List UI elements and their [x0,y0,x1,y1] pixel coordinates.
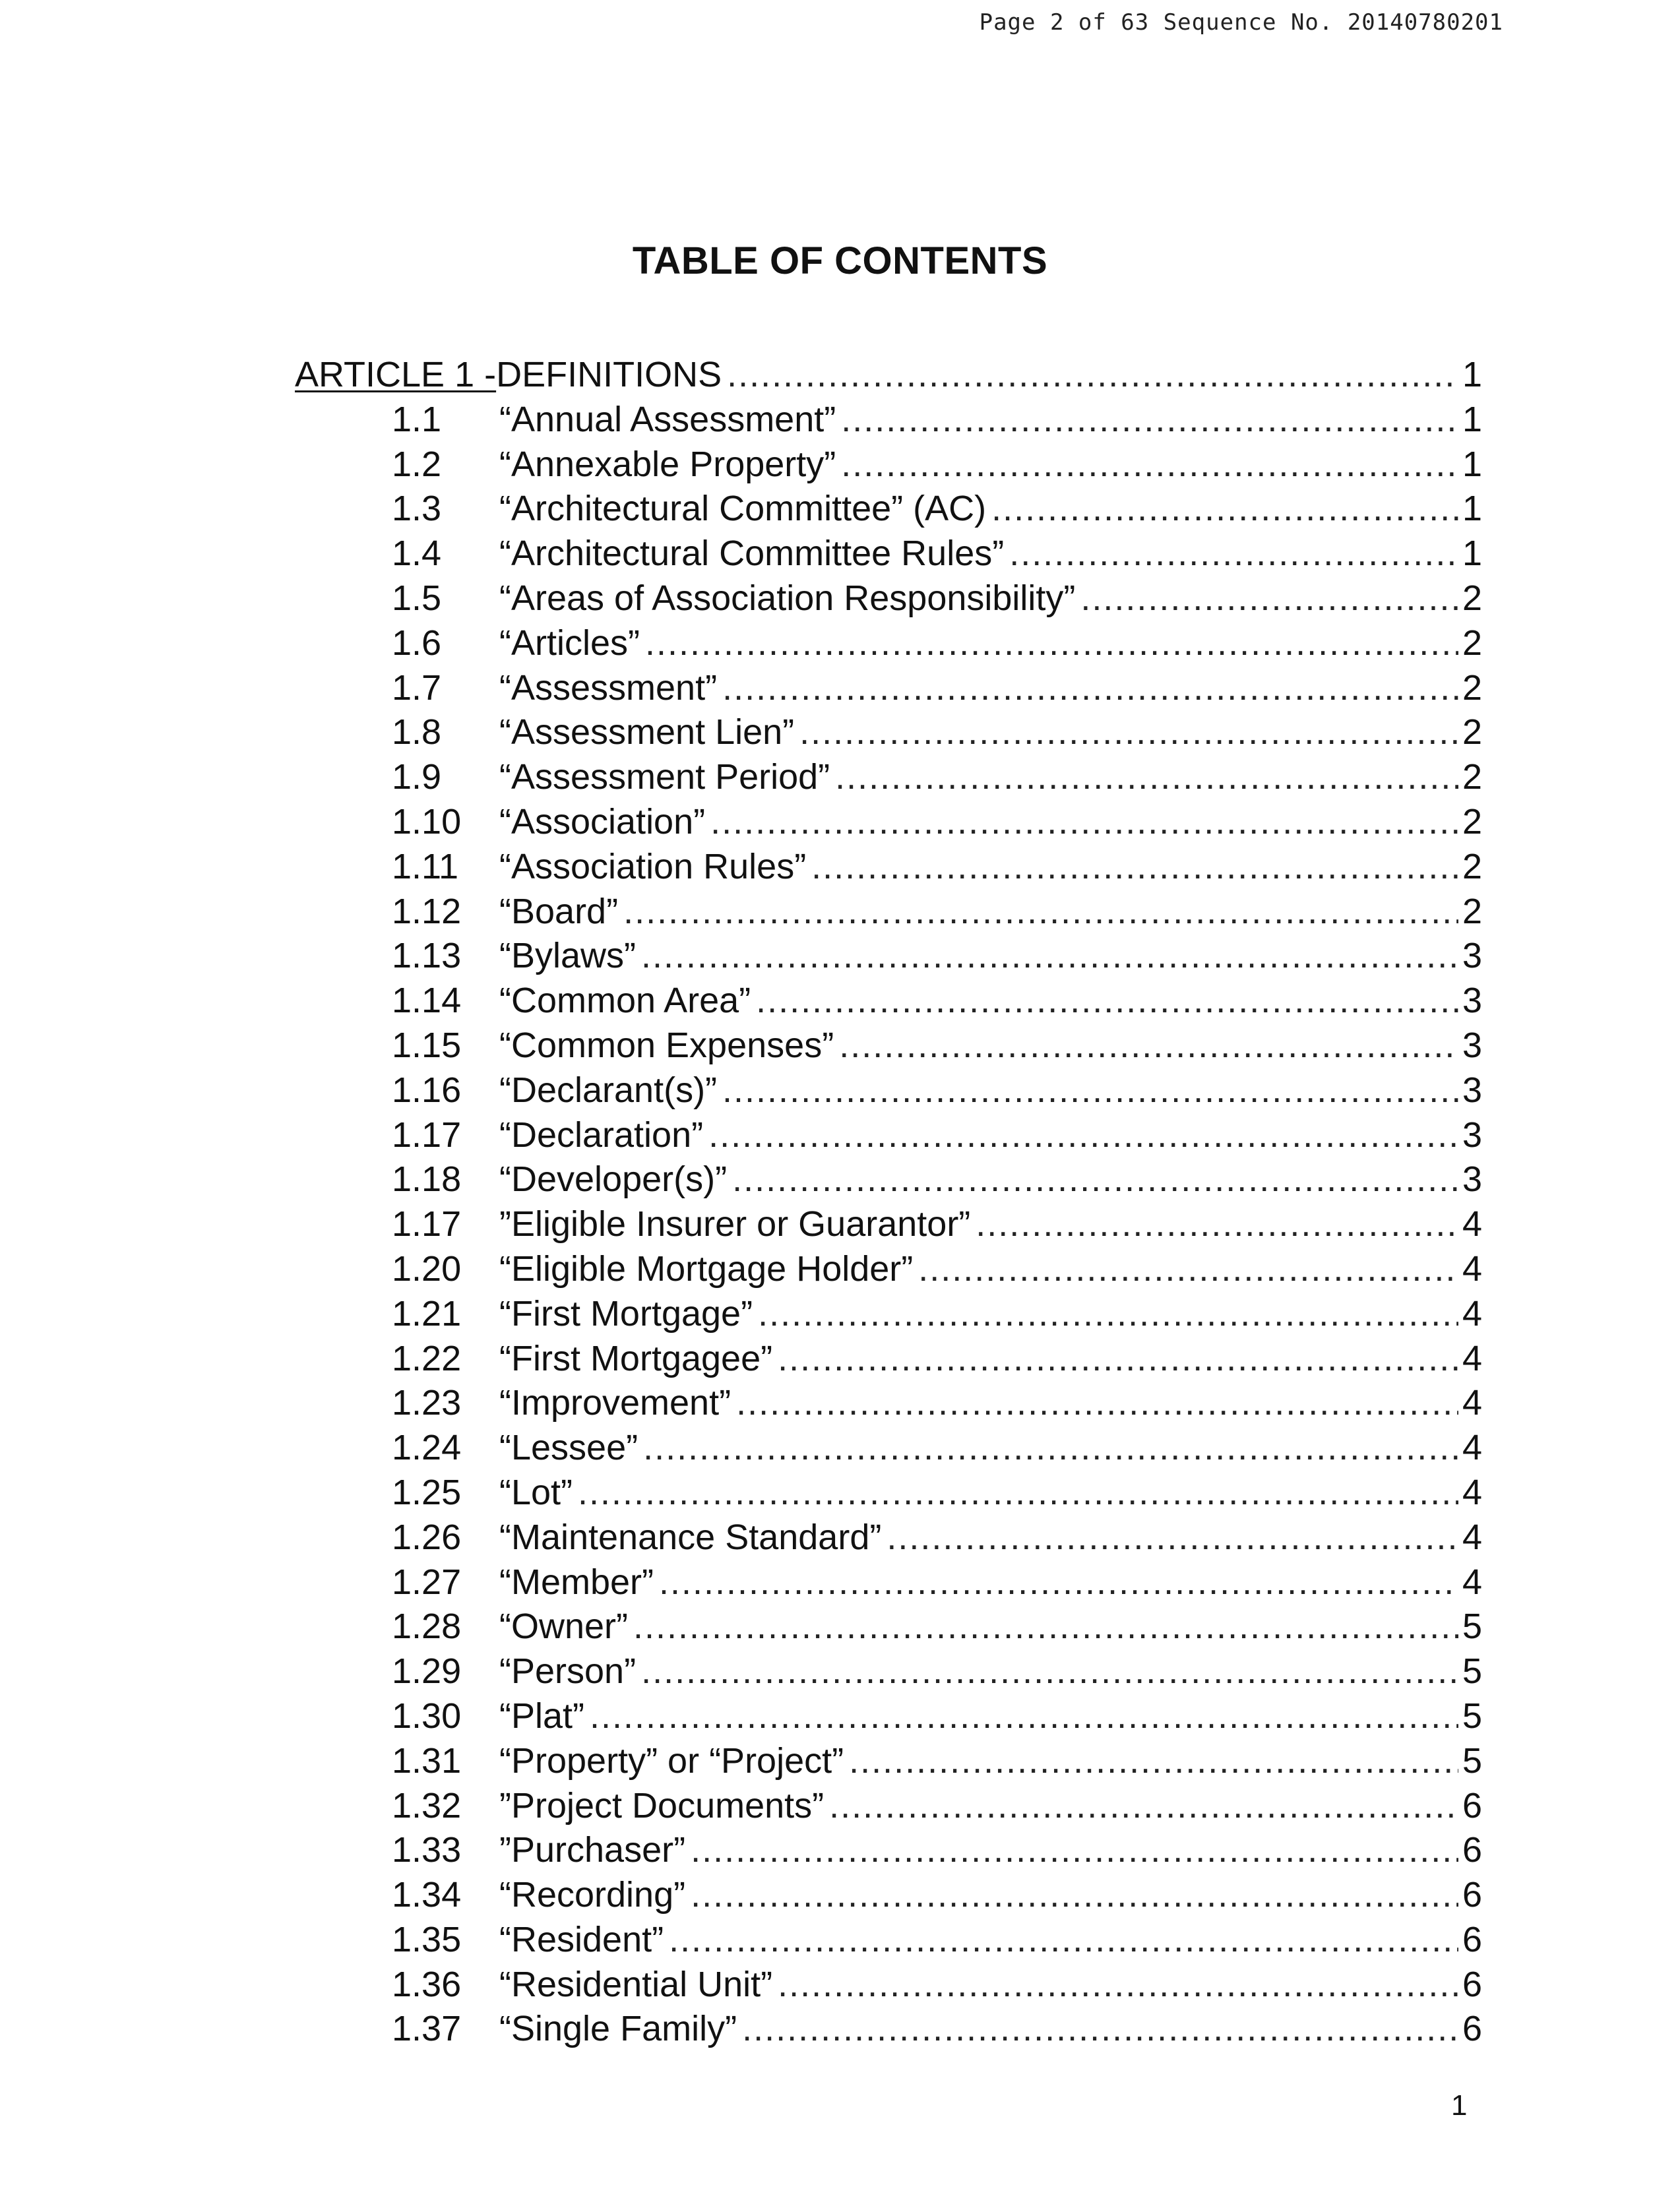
toc-entry-row [295,1247,1482,1292]
toc-entry-row [295,1202,1482,1247]
section-title: “Maintenance Standard” [499,1517,882,1557]
section-title: “Association Rules” [499,846,807,886]
section-number: 1.14 [392,981,462,1021]
section-page-ref: 5 [1462,1607,1482,1647]
section-number: 1.22 [392,1338,462,1378]
dot-leader [849,1739,1458,1784]
dot-leader [778,1963,1458,2008]
dot-leader [659,1560,1458,1605]
toc-entry-row [295,1739,1482,1784]
section-page-ref: 4 [1462,1472,1482,1512]
dot-leader [829,1784,1458,1829]
toc-entry-row [295,710,1482,755]
section-number: 1.21 [392,1293,462,1334]
section-number: 1.17 [392,1115,462,1155]
section-number: 1.24 [392,1428,462,1468]
section-title: “Assessment Lien” [499,712,795,752]
section-number: 1.28 [392,1607,462,1647]
section-number: 1.1 [392,399,442,439]
dot-leader [643,1426,1458,1471]
section-title: “Assessment Period” [499,757,830,797]
toc-entry-row [295,1381,1482,1426]
article-page-ref: 1 [1462,355,1482,394]
toc-article-row [295,353,1482,398]
section-page-ref: 1 [1462,489,1482,529]
section-page-ref: 4 [1462,1383,1482,1423]
toc-entry-row [295,1649,1482,1694]
section-number: 1.25 [392,1472,462,1512]
section-number: 1.36 [392,1964,462,2004]
toc-entry-row [295,1426,1482,1471]
section-page-ref: 4 [1462,1204,1482,1244]
section-title: “Areas of Association Responsibility” [499,578,1076,618]
dot-leader [691,1873,1458,1918]
section-title: “Developer(s)” [499,1159,728,1200]
table-of-contents [295,353,1482,2052]
section-page-ref: 6 [1462,1830,1482,1870]
section-title: “Lot” [499,1472,573,1512]
dot-leader [758,1292,1458,1337]
dot-leader [727,353,1458,398]
dot-leader [778,1337,1458,1382]
dot-leader [623,890,1458,935]
dot-leader [691,1828,1458,1873]
section-title: “Architectural Committee” (AC) [499,489,987,529]
section-page-ref: 2 [1462,623,1482,663]
toc-entry-row [295,398,1482,443]
toc-entry-row [295,800,1482,845]
section-title: “Residential Unit” [499,1964,773,2004]
section-page-ref: 2 [1462,667,1482,708]
toc-entry-row [295,1068,1482,1113]
section-page-ref: 2 [1462,578,1482,618]
dot-leader [756,979,1458,1024]
section-page-ref: 3 [1462,1159,1482,1200]
dot-leader [710,800,1458,845]
dot-leader [722,666,1458,711]
toc-entry-row [295,487,1482,532]
section-title: “Annual Assessment” [499,399,836,439]
section-title: “Owner” [499,1607,629,1647]
section-page-ref: 3 [1462,1070,1482,1110]
dot-leader [708,1113,1458,1158]
toc-entry-row [295,576,1482,621]
section-number: 1.10 [392,801,462,842]
toc-entry-row [295,1873,1482,1918]
section-page-ref: 5 [1462,1696,1482,1736]
toc-entry-row [295,621,1482,666]
section-number: 1.2 [392,444,442,484]
section-page-ref: 6 [1462,1875,1482,1915]
section-title: “Plat” [499,1696,585,1736]
section-page-ref: 5 [1462,1740,1482,1781]
dot-leader [839,1024,1458,1068]
toc-entry-row [295,845,1482,890]
section-number: 1.33 [392,1830,462,1870]
section-number: 1.11 [392,846,459,886]
section-number: 1.29 [392,1651,462,1692]
dot-leader [578,1471,1458,1516]
section-number: 1.31 [392,1740,462,1781]
toc-entry-row [295,1471,1482,1516]
page-title: TABLE OF CONTENTS [632,239,1048,282]
section-number: 1.8 [392,712,442,752]
section-title: “Member” [499,1562,654,1602]
toc-entry-row [295,1337,1482,1382]
section-number: 1.15 [392,1025,462,1065]
article-name: DEFINITIONS [496,355,722,394]
section-title: “Improvement” [499,1383,731,1423]
section-number: 1.26 [392,1517,462,1557]
section-page-ref: 2 [1462,712,1482,752]
section-number: 1.32 [392,1785,462,1825]
section-number: 1.9 [392,757,442,797]
section-page-ref: 6 [1462,1785,1482,1825]
dot-leader [641,934,1458,979]
dot-leader [736,1381,1458,1426]
section-title: “Bylaws” [499,936,637,976]
section-page-ref: 3 [1462,1115,1482,1155]
section-number: 1.20 [392,1248,462,1289]
section-page-ref: 3 [1462,936,1482,976]
section-page-ref: 1 [1462,399,1482,439]
dot-leader [722,1068,1458,1113]
section-page-ref: 3 [1462,1025,1482,1065]
section-number: 1.16 [392,1070,462,1110]
section-page-ref: 4 [1462,1517,1482,1557]
section-page-ref: 4 [1462,1428,1482,1468]
toc-entry-row [295,934,1482,979]
section-number: 1.13 [392,936,462,976]
dot-leader [811,845,1458,890]
toc-entry-row [295,2007,1482,2052]
section-title: ”Eligible Insurer or Guarantor” [499,1204,971,1244]
section-title: “Declarant(s)” [499,1070,718,1110]
section-title: “Common Expenses” [499,1025,834,1065]
dot-leader [742,2007,1458,2052]
article-label: ARTICLE 1 - [295,355,497,394]
section-title: “Person” [499,1651,637,1692]
section-page-ref: 1 [1462,444,1482,484]
section-title: “Architectural Committee Rules” [499,534,1005,574]
toc-entry-row [295,1694,1482,1739]
toc-entry-row [295,890,1482,935]
dot-leader [841,443,1458,487]
toc-entry-row [295,1828,1482,1873]
section-title: ”Project Documents” [499,1785,824,1825]
section-page-ref: 2 [1462,757,1482,797]
toc-entry-row [295,755,1482,800]
section-number: 1.17 [392,1204,462,1244]
section-page-ref: 2 [1462,801,1482,842]
toc-entry-row [295,1963,1482,2008]
section-number: 1.3 [392,489,442,529]
toc-entry-row [295,666,1482,711]
section-page-ref: 4 [1462,1562,1482,1602]
section-title: “Resident” [499,1919,664,1959]
section-page-ref: 4 [1462,1248,1482,1289]
section-title: “Lessee” [499,1428,638,1468]
dot-leader [641,1649,1458,1694]
dot-leader [976,1202,1458,1247]
dot-leader [590,1694,1458,1739]
section-title: “Single Family” [499,2009,737,2049]
section-title: “Property” or “Project” [499,1740,844,1781]
dot-leader [835,755,1458,800]
section-title: “Eligible Mortgage Holder” [499,1248,914,1289]
toc-entry-row [295,1516,1482,1560]
section-number: 1.7 [392,667,442,708]
toc-entry-row [295,1784,1482,1829]
section-title: “Board” [499,891,619,931]
section-page-ref: 4 [1462,1293,1482,1334]
section-number: 1.12 [392,891,462,931]
dot-leader [991,487,1458,532]
section-title: “Annexable Property” [499,444,836,484]
section-title: “Assessment” [499,667,718,708]
dot-leader [887,1516,1458,1560]
section-page-ref: 6 [1462,1919,1482,1959]
section-title: “Declaration” [499,1115,704,1155]
section-number: 1.30 [392,1696,462,1736]
section-page-ref: 2 [1462,891,1482,931]
fax-header-line: Page 2 of 63 Sequence No. 20140780201 [979,9,1503,36]
section-number: 1.5 [392,578,442,618]
dot-leader [799,710,1458,755]
toc-entry-row [295,1113,1482,1158]
dot-leader [841,398,1458,443]
section-page-ref: 4 [1462,1338,1482,1378]
section-title: “Common Area” [499,981,751,1021]
section-number: 1.18 [392,1159,462,1200]
section-page-ref: 3 [1462,981,1482,1021]
section-title: “First Mortgage” [499,1293,753,1334]
dot-leader [918,1247,1458,1292]
section-page-ref: 2 [1462,846,1482,886]
toc-entry-row [295,1292,1482,1337]
section-number: 1.27 [392,1562,462,1602]
dot-leader [669,1918,1458,1963]
dot-leader [645,621,1458,666]
section-title: ”Purchaser” [499,1830,686,1870]
section-number: 1.4 [392,534,442,574]
toc-entry-row [295,443,1482,487]
section-page-ref: 5 [1462,1651,1482,1692]
toc-entry-row [295,1560,1482,1605]
dot-leader [732,1157,1458,1202]
toc-entry-row [295,1605,1482,1649]
section-number: 1.23 [392,1383,462,1423]
section-title: “First Mortgagee” [499,1338,773,1378]
toc-entry-row [295,979,1482,1024]
section-page-ref: 6 [1462,1964,1482,2004]
toc-entry-row [295,532,1482,576]
dot-leader [633,1605,1458,1649]
section-number: 1.37 [392,2009,462,2049]
section-title: “Association” [499,801,706,842]
toc-entry-row [295,1918,1482,1963]
section-page-ref: 6 [1462,2009,1482,2049]
section-number: 1.6 [392,623,442,663]
footer-page-number: 1 [1451,2089,1468,2122]
section-page-ref: 1 [1462,534,1482,574]
dot-leader [1080,576,1458,621]
section-title: “Articles” [499,623,640,663]
section-number: 1.34 [392,1875,462,1915]
section-title: “Recording” [499,1875,686,1915]
toc-entry-row [295,1157,1482,1202]
toc-entry-row [295,1024,1482,1068]
section-number: 1.35 [392,1919,462,1959]
dot-leader [1009,532,1458,576]
